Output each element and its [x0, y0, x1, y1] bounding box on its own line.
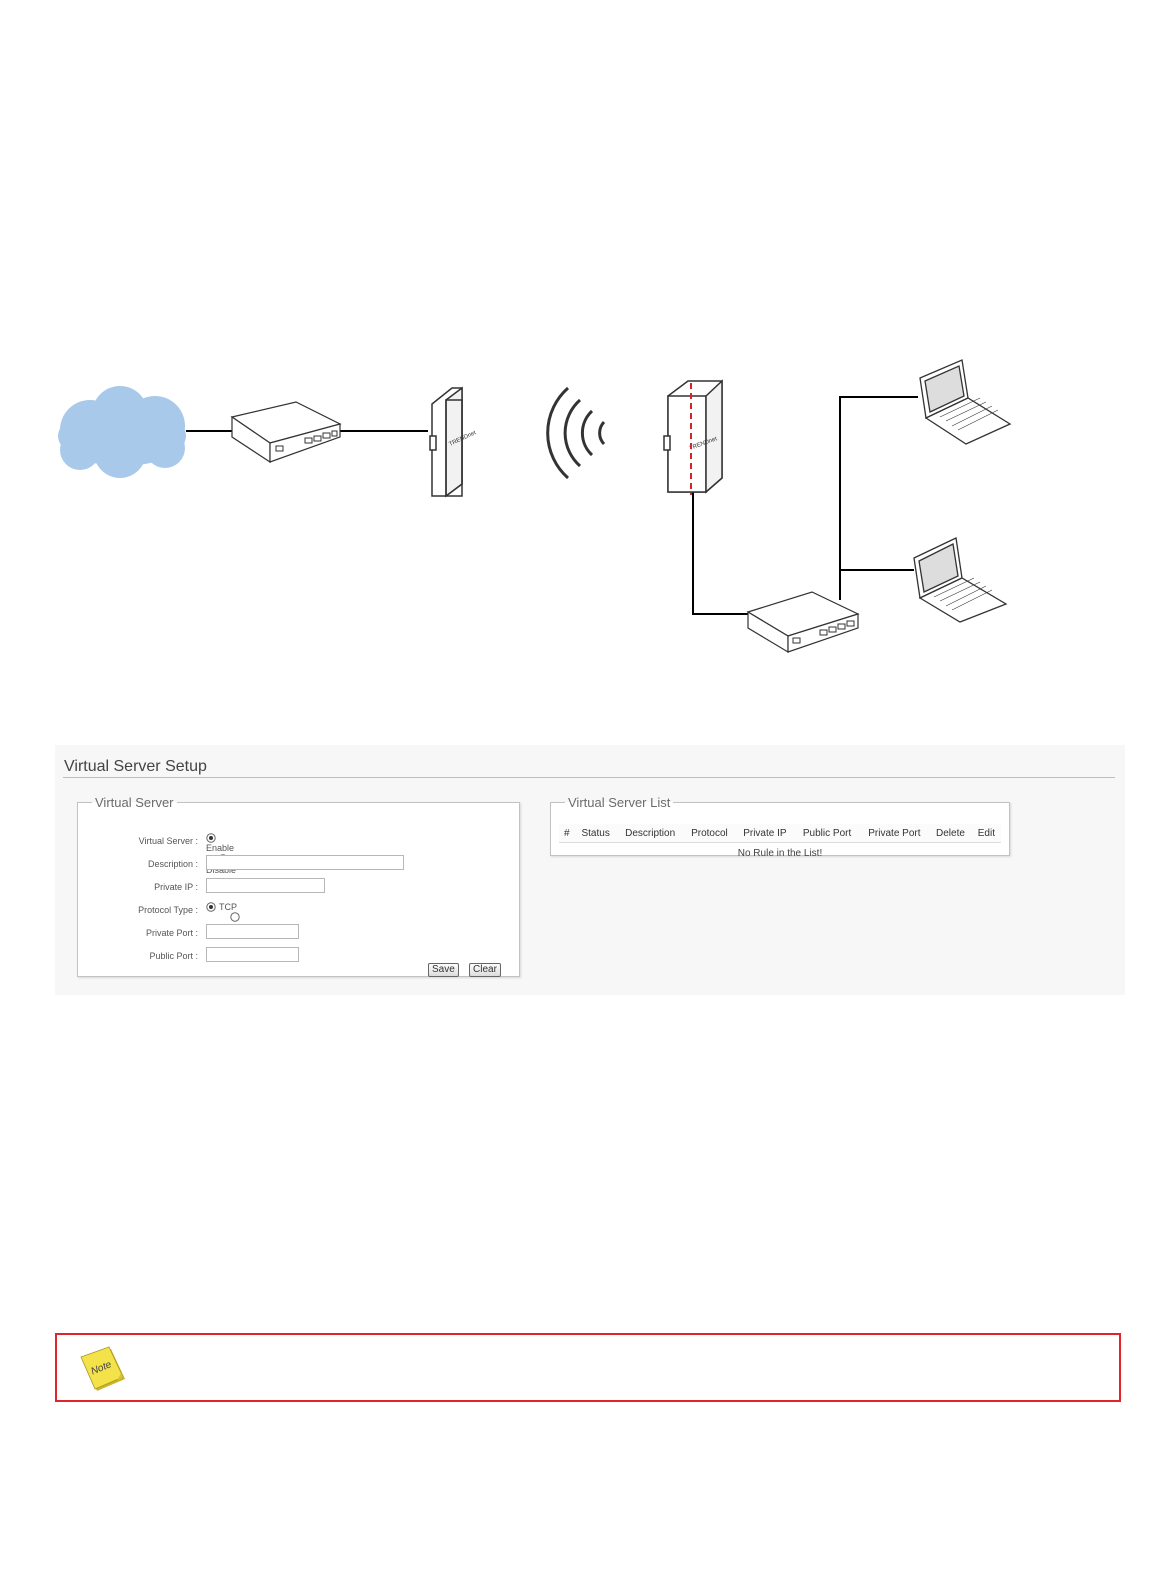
save-button[interactable]: Save — [428, 963, 459, 977]
rules-table — [559, 824, 1001, 863]
description-label: Description : — [147, 859, 198, 869]
line-ap-switch — [693, 492, 748, 614]
panel-title: Virtual Server Setup — [64, 758, 207, 775]
private-port-label: Private Port : — [145, 928, 198, 938]
note-icon-text: Note — [89, 1359, 114, 1378]
virtual-server-setup-panel — [55, 745, 1125, 995]
note-icon — [77, 1345, 131, 1395]
tcp-radio[interactable] — [206, 902, 216, 912]
column-header-description: Description — [617, 824, 684, 843]
note-box — [55, 1333, 1121, 1402]
column-header-public-port: Public Port — [795, 824, 860, 843]
laptop-bottom-icon — [914, 538, 1006, 622]
column-header-edit: Edit — [972, 824, 1001, 843]
access-point-right-icon — [664, 381, 722, 492]
udp-radio[interactable] — [230, 912, 240, 922]
private-ip-input[interactable] — [206, 878, 325, 893]
ap-left-brand-text: TRENDnet — [448, 430, 478, 448]
title-divider — [63, 777, 1115, 778]
column-header-protocol: Protocol — [684, 824, 736, 843]
enable-label: Enable — [206, 843, 235, 854]
list-legend: Virtual Server List — [568, 795, 671, 810]
tcp-label: TCP — [219, 901, 237, 912]
empty-list-message: No Rule in the List! — [737, 847, 823, 859]
virtual-server-list — [550, 795, 1010, 859]
private-ip-label: Private IP : — [154, 882, 198, 892]
protocol-type-label: Protocol Type : — [138, 905, 198, 915]
network-diagram — [0, 340, 1166, 680]
ap-right-brand-text: TRENDnet — [688, 436, 718, 452]
router-icon — [232, 402, 340, 462]
switch-icon — [748, 592, 858, 652]
clear-button[interactable]: Clear — [469, 963, 501, 977]
description-input[interactable] — [206, 855, 404, 870]
public-port-label: Public Port : — [149, 951, 198, 961]
virtual-server-form — [77, 795, 520, 977]
enable-radio[interactable] — [206, 833, 216, 843]
access-point-left-icon — [430, 388, 477, 496]
laptop-top-icon — [920, 360, 1010, 444]
private-port-input[interactable] — [206, 924, 299, 939]
table-row — [559, 843, 1001, 864]
internet-cloud-icon — [58, 386, 186, 478]
column-header-number: # — [559, 824, 575, 843]
column-header-delete: Delete — [929, 824, 972, 843]
table-header-row — [559, 824, 1001, 843]
column-header-status: Status — [575, 824, 617, 843]
virtual-server-label: Virtual Server : — [138, 836, 198, 846]
wireless-signal-icon — [548, 388, 604, 478]
column-header-private-port: Private Port — [860, 824, 930, 843]
form-legend: Virtual Server — [95, 795, 174, 810]
public-port-input[interactable] — [206, 947, 299, 962]
column-header-private-ip: Private IP — [735, 824, 794, 843]
